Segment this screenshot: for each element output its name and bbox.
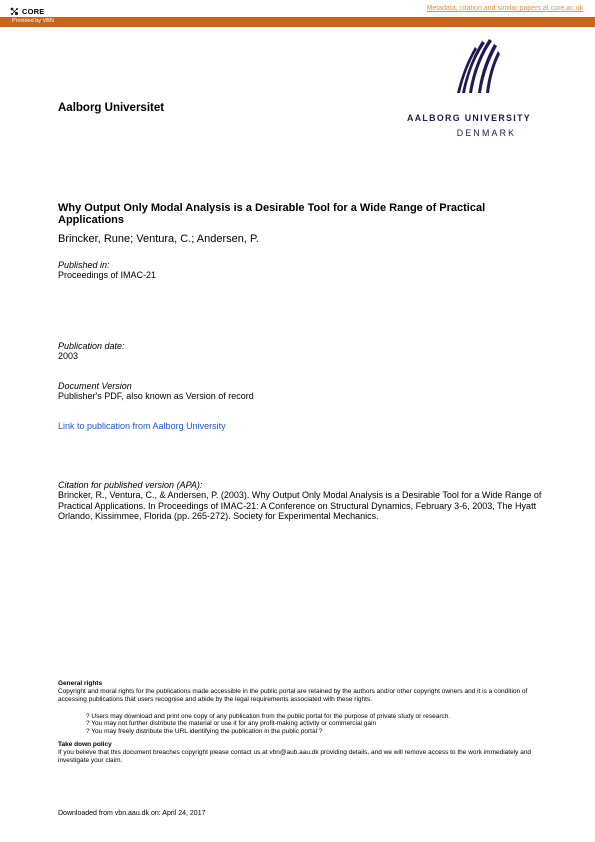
general-rights-heading: General rights bbox=[58, 680, 103, 687]
core-logo-text: CORE bbox=[22, 6, 45, 16]
citation-text: Brincker, R., Ventura, C., & Andersen, P. (2003). Why Output Only Modal Analysis is a Desirable Tool for a Wide Range of Practical Applications. In Proceedings of IMAC-21: A Conference on Structural Dynamics, February 3-6, 2003, The Hyatt Orlando, Kissimmee, Florida (pp. 265-272). Society for Experimental Mechanics. bbox=[58, 490, 542, 522]
institution-name: Aalborg Universitet bbox=[58, 102, 165, 114]
take-down-heading: Take down policy bbox=[58, 741, 112, 748]
published-in-label: Published in: bbox=[58, 260, 110, 270]
publication-title: Why Output Only Modal Analysis is a Desirable Tool for a Wide Range of Practical Applications bbox=[58, 202, 486, 226]
published-in-value: Proceedings of IMAC-21 bbox=[58, 270, 157, 280]
take-down-text: If you believe that this document breaches copyright please contact us at vbn@aub.aau.dk providing details, and we will remove access to the work immediately and investigate your claim. bbox=[58, 749, 532, 764]
provided-by-bar bbox=[0, 17, 595, 27]
general-rights-list bbox=[86, 713, 450, 735]
provided-by-text: Provided by VBN bbox=[12, 18, 54, 24]
document-version-value: Publisher's PDF, also known as Version of record bbox=[58, 391, 254, 401]
citation-label: Citation for published version (APA): bbox=[58, 480, 203, 490]
rights-list-item: ? Users may download and print one copy of any publication from the public portal for the purpose of private study or research. bbox=[86, 713, 451, 720]
aau-logo-name: AALBORG UNIVERSITY bbox=[407, 113, 532, 123]
general-rights-text: Copyright and moral rights for the publications made accessible in the public portal are retained by the authors and/or other copyright owners and it is a condition of accessing publications that users recognise and abide by the legal requirements associated with these rights. bbox=[58, 688, 528, 703]
authors: Brincker, Rune; Ventura, C.; Andersen, P. bbox=[58, 233, 259, 245]
core-logo[interactable] bbox=[9, 4, 44, 18]
publication-date-label: Publication date: bbox=[58, 341, 125, 351]
publication-link[interactable]: Link to publication from Aalborg University bbox=[58, 421, 226, 431]
core-logo-icon bbox=[9, 6, 20, 17]
aau-logo-country: DENMARK bbox=[456, 128, 517, 138]
rights-list-item: ? You may not further distribute the material or use it for any profit-making activity or commercial gain bbox=[86, 720, 377, 728]
aalborg-university-logo-icon bbox=[456, 38, 500, 94]
publication-date-value: 2003 bbox=[58, 351, 79, 361]
core-metadata-link[interactable]: Metadata, citation and similar papers at core.ac.uk bbox=[426, 5, 583, 12]
rights-list-item: ? You may freely distribute the URL identifying the publication in the public portal ? bbox=[86, 727, 323, 735]
downloaded-note: Downloaded from vbn.aau.dk on: April 24, 2017 bbox=[58, 810, 206, 817]
document-version-label: Document Version bbox=[58, 381, 132, 391]
